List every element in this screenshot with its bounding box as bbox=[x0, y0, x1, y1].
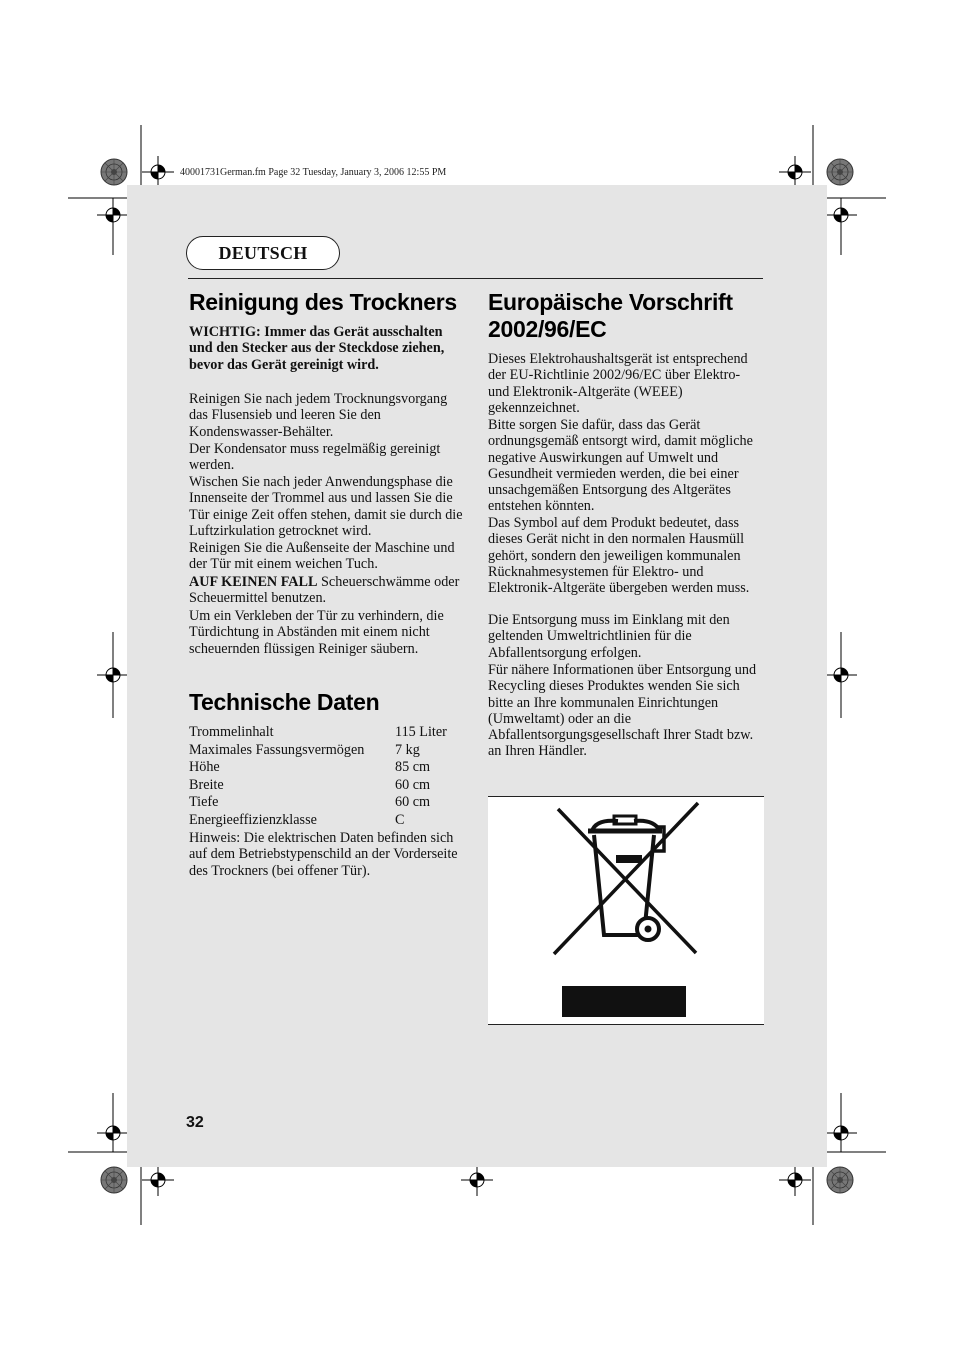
technical-title: Technische Daten bbox=[189, 689, 380, 715]
spec-row: Energieeffizienzklasse C bbox=[189, 811, 405, 828]
weee-paragraph-2: Bitte sorgen Sie dafür, dass das Gerät ordnungsgemäß entsorgt wird, damit mögliche negative Auswirkungen auf Umwelt und Gesundheit vermieden werden, die bei einer unsachgemäßen Entsorgung des Altgerätes entstehen könnten. bbox=[488, 417, 753, 515]
page-number: 32 bbox=[186, 1114, 204, 1131]
header-rule bbox=[188, 278, 763, 279]
spec-row: Breite 60 cm bbox=[189, 776, 431, 793]
spec-row: Tiefe 60 cm bbox=[189, 794, 431, 811]
never-label: AUF KEINEN FALL bbox=[189, 574, 318, 590]
cleaning-paragraph-1: Reinigen Sie nach jedem Trocknungsvorgang das Flusensieb und leeren Sie den Kondenswasser-Behälter. bbox=[189, 391, 448, 440]
cleaning-paragraph-2: Der Kondensator muss regelmäßig gereinigt werden. bbox=[189, 441, 441, 474]
language-tab: DEUTSCH bbox=[186, 236, 340, 270]
weee-symbol-box bbox=[488, 796, 764, 1025]
weee-paragraph-4: Die Entsorgung muss im Einklang mit den geltenden Umweltrichtlinien für die Abfallentsorgung erfolgen. bbox=[488, 612, 730, 661]
file-info-header: 40001731German.fm Page 32 Tuesday, January 3, 2006 12:55 PM bbox=[180, 167, 447, 178]
cleaning-paragraph-3: Wischen Sie nach jeder Anwendungsphase die Innenseite der Trommel aus und lassen Sie die Tür einige Zeit offen stehen, damit sie durch die Luftzirkulation getrocknet wird. bbox=[189, 474, 463, 539]
cleaning-title: Reinigung des Trockners bbox=[189, 289, 457, 315]
technical-note: Hinweis: Die elektrischen Daten befinden sich auf dem Betriebstypenschild an der Vorderseite des Trockners (bei offener Tür). bbox=[189, 830, 458, 879]
cleaning-paragraph-5: AUF KEINEN FALL Scheuerschwämme oder Scheuermittel benutzen. bbox=[189, 574, 460, 607]
cleaning-paragraph-6: Um ein Verkleben der Tür zu verhindern, die Türdichtung in Abständen mit einem nicht scheuernden flüssigen Reiniger säubern. bbox=[189, 608, 444, 657]
weee-paragraph-1: Dieses Elektrohaushaltsgerät ist entsprechend der EU-Richtlinie 2002/96/EC über Elektro- und Elektronik-Altgeräte (WEEE) gekennzeichnet. bbox=[488, 351, 748, 416]
cleaning-paragraph-4: Reinigen Sie die Außenseite der Maschine und der Tür mit einem weichen Tuch. bbox=[189, 540, 455, 573]
weee-title: Europäische Vorschrift 2002/96/EC bbox=[488, 289, 733, 342]
cleaning-warning: WICHTIG: Immer das Gerät ausschalten und den Stecker aus der Steckdose ziehen, bevor das Gerät gereinigt wird. bbox=[189, 324, 445, 373]
spec-row: Höhe 85 cm bbox=[189, 759, 431, 776]
spec-row: Maximales Fassungsvermögen 7 kg bbox=[189, 741, 420, 758]
weee-paragraph-5: Für nähere Informationen über Entsorgung und Recycling dieses Produktes wenden Sie sich bitte an Ihre kommunalen Einrichtungen (Umweltamt) oder an die Abfallentsorgungsgesellschaft Ihrer Stadt bzw. an Ihren Händler. bbox=[488, 662, 757, 760]
spec-row: Trommelinhalt 115 Liter bbox=[189, 724, 447, 740]
weee-paragraph-3: Das Symbol auf dem Produkt bedeutet, dass dieses Gerät nicht in den normalen Hausmüll gehört, sondern den jeweiligen kommunalen Rücknahmesystemen für Elektro- und Elektronik-Altgeräte übergeben werden muss. bbox=[488, 515, 750, 597]
spec-table bbox=[189, 724, 469, 830]
crossed-out-wheelie-bin-icon bbox=[488, 797, 764, 1026]
